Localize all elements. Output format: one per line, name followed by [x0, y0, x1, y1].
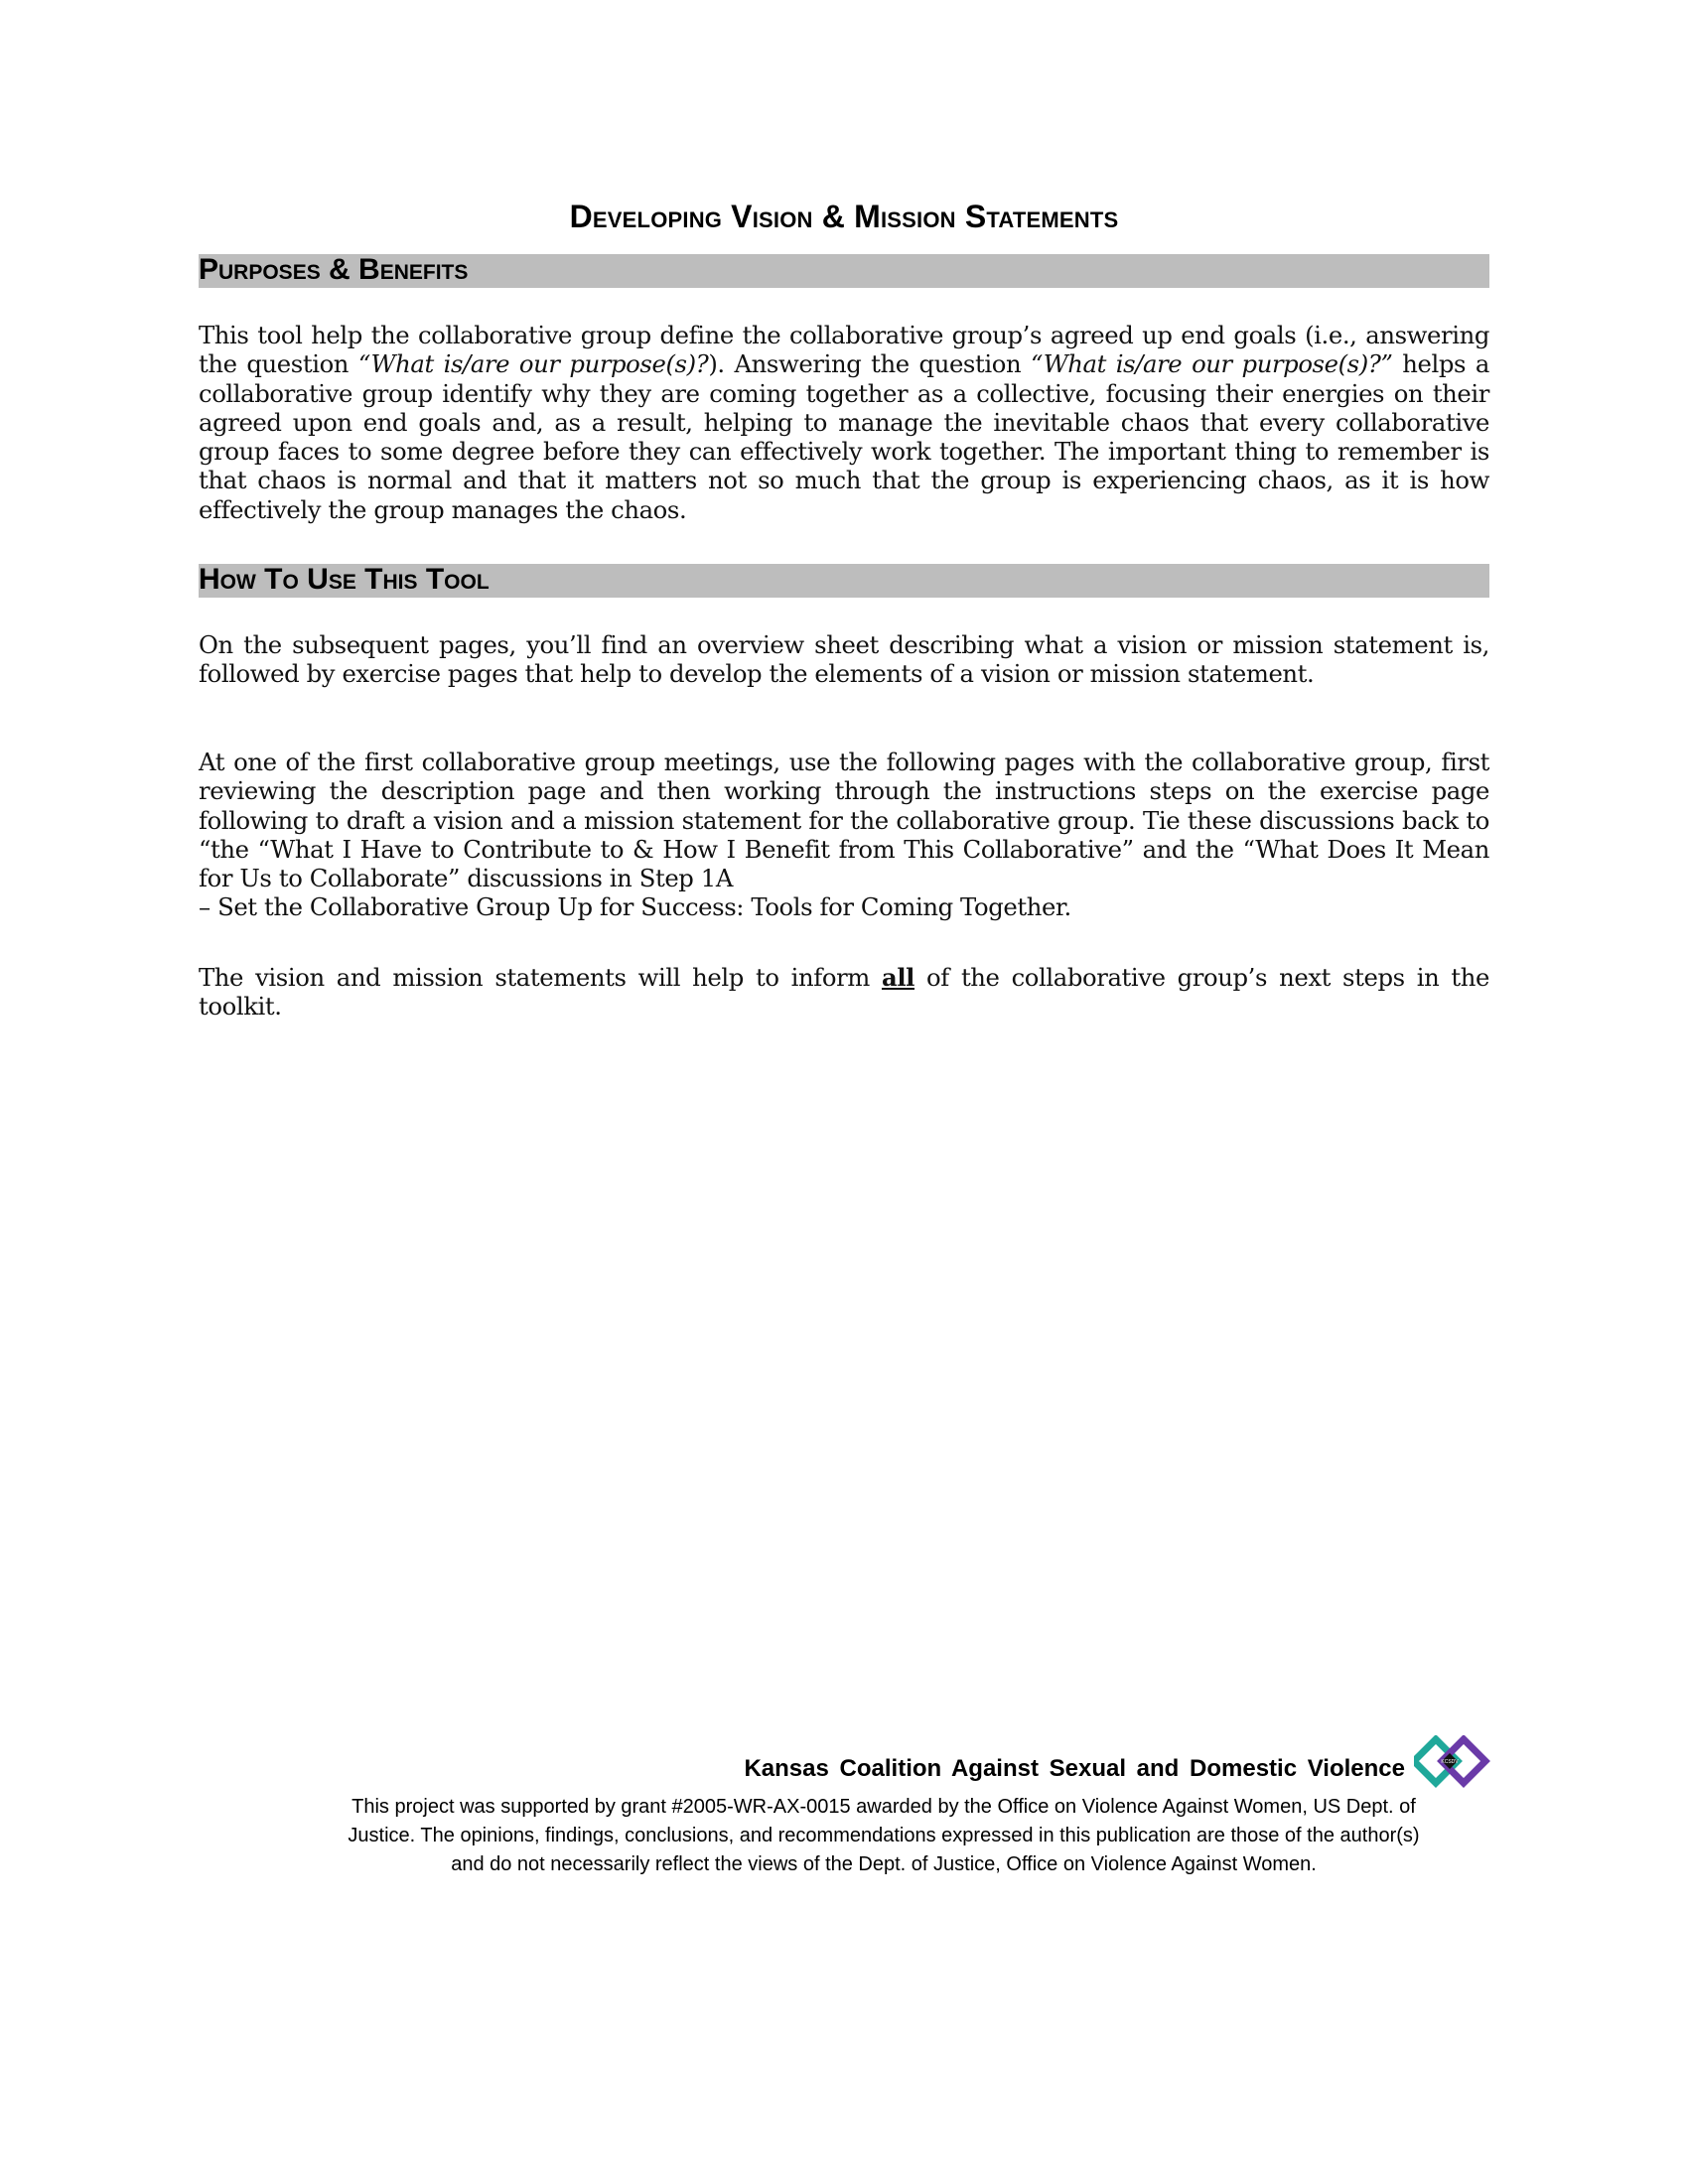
- paragraph-text: helps a collaborative group identify why they are coming together as a collective, focusing their energies on their agreed upon end goals and, as a result, helping to manage the inevitable chaos that every collaborative group faces to some degree before they can effectively work together. The important thing to remember is that chaos is normal and that it matters not so much that the group is experiencing chaos, as it is how effectively the group manages the chaos.: [199, 349, 1489, 524]
- paragraph-text: – Set the Collaborative Group Up for Success: Tools for Coming Together.: [199, 892, 1071, 922]
- footer-note-line: Justice. The opinions, findings, conclusions, and recommendations expressed in this publication are those of the author(s): [348, 1825, 1420, 1846]
- footer-note-line: This project was supported by grant #2005-WR-AX-0015 awarded by the Office on Violence Against Women, US Dept. of: [352, 1796, 1416, 1818]
- paragraph-text: This tool help the collaborative group define the collaborative group’s agreed up end goals (i.e., answering the question: [199, 321, 1489, 379]
- paragraph-instructions: [199, 748, 1489, 922]
- kcsdv-logo-icon: [1414, 1735, 1493, 1791]
- footer-organization: Kansas Coalition Against Sexual and Domestic Violence: [744, 1755, 1405, 1782]
- section-heading-how-to-use: How To Use This Tool: [199, 563, 490, 596]
- paragraph-text: The vision and mission statements will help to inform: [199, 963, 882, 992]
- footer-funding-note: [278, 1793, 1489, 1879]
- paragraph-text: At one of the first collaborative group meetings, use the following pages with the collaborative group, first reviewing the description page and then working through the instructions steps on the exercise page following to draft a vision and a mission statement for the collaborative group. Tie these discussions back to “the “What I Have to Contribute to & How I Benefit from This Collaborative” and the “What Does It Mean for Us to Collaborate” discussions in Step 1A: [199, 748, 1489, 893]
- paragraph-overview: On the subsequent pages, you’ll find an overview sheet describing what a vision or mission statement is, followed by exercise pages that help to develop the elements of a vision or mission statement.: [199, 630, 1489, 689]
- paragraph-inform: [199, 963, 1489, 1022]
- footer-note-line: and do not necessarily reflect the views of the Dept. of Justice, Office on Violence Against Women.: [451, 1853, 1317, 1875]
- logo-text: KCSDV: [1441, 1759, 1459, 1765]
- paragraph-purposes: [199, 321, 1489, 524]
- section-heading-purposes: Purposes & Benefits: [199, 253, 469, 286]
- paragraph-text: ). Answering the question: [708, 349, 1031, 379]
- italic-question: “What is/are our purpose(s)?”: [1031, 349, 1393, 379]
- page-title: Developing Vision & Mission Statements: [569, 199, 1119, 234]
- paragraph-text: of the collaborative group’s next steps in the toolkit.: [199, 963, 1490, 1022]
- italic-question: “What is/are our purpose(s)?: [357, 349, 709, 379]
- emphasis-text: all: [881, 963, 914, 992]
